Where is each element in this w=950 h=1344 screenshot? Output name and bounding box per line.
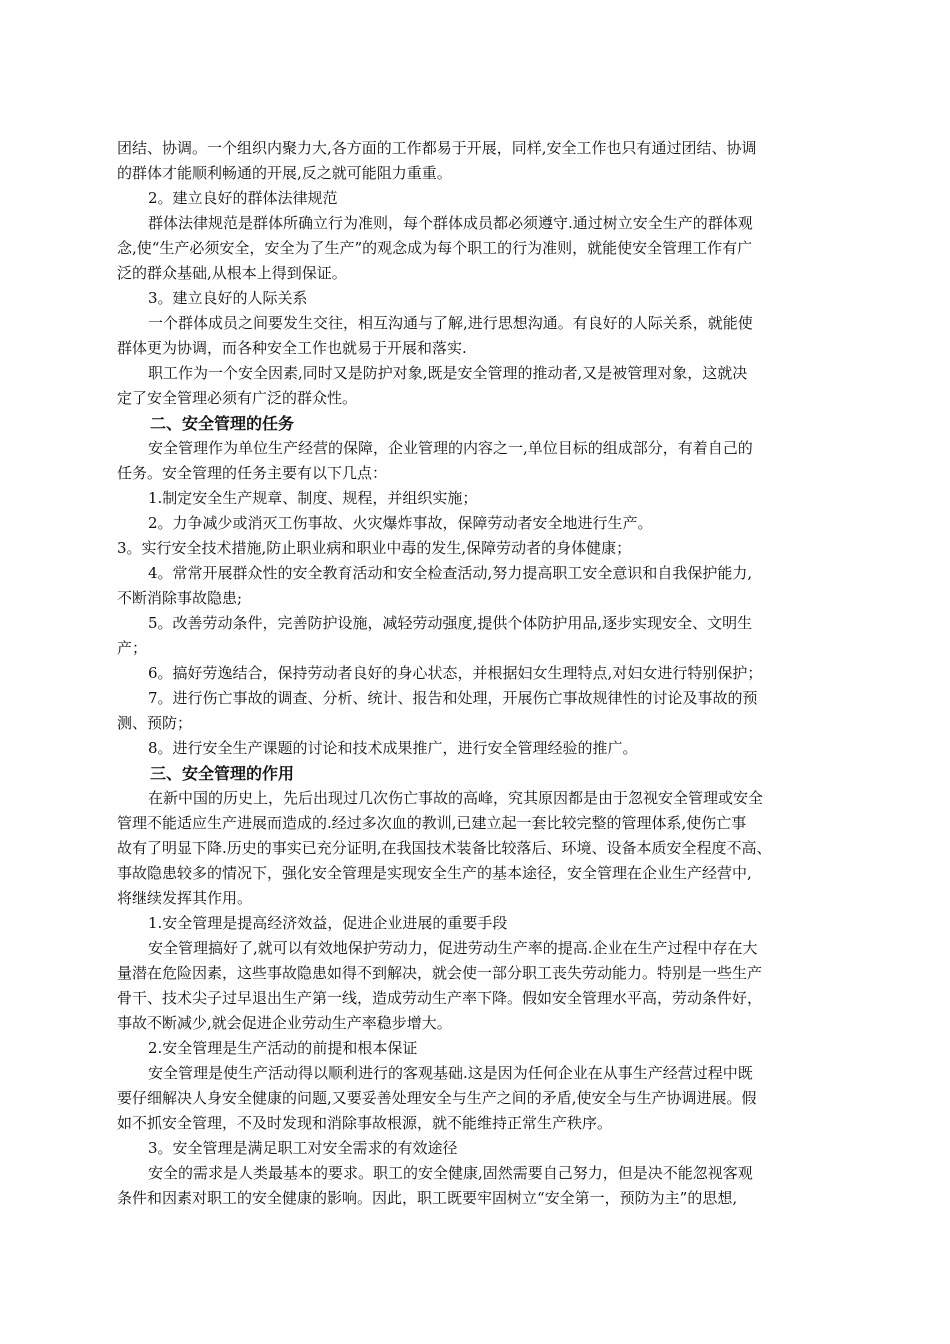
section-heading: 三、安全管理的作用 bbox=[150, 764, 295, 783]
paragraph-line: 将继续发挥其作用。 bbox=[117, 889, 253, 907]
paragraph-line: 安全管理作为单位生产经营的保障，企业管理的内容之一,单位目标的组成部分，有着自己的 bbox=[148, 439, 753, 457]
paragraph-line: 如不抓安全管理，不及时发现和消除事故根源，就不能维持正常生产秩序。 bbox=[117, 1114, 613, 1132]
paragraph-line: 3。实行安全技术措施,防止职业病和职业中毒的发生,保障劳动者的身体健康； bbox=[117, 539, 632, 557]
paragraph-line: 事故隐患较多的情况下，强化安全管理是实现安全生产的基本途径，安全管理在企业生产经营中, bbox=[117, 864, 752, 882]
paragraph-line: 产； bbox=[117, 639, 148, 657]
paragraph-line: 4。常常开展群众性的安全教育活动和安全检查活动,努力提高职工安全意识和自我保护能力, bbox=[148, 564, 753, 582]
paragraph-line: 群体更为协调，而各种安全工作也就易于开展和落实. bbox=[117, 339, 467, 357]
section-heading: 二、安全管理的任务 bbox=[150, 414, 295, 433]
paragraph-line: 任务。安全管理的任务主要有以下几点： bbox=[117, 464, 388, 482]
paragraph-line: 泛的群众基础,从根本上得到保证。 bbox=[117, 264, 347, 282]
paragraph-line: 不断消除事故隐患; bbox=[117, 589, 243, 607]
paragraph-line: 安全的需求是人类最基本的要求。职工的安全健康,固然需要自己努力，但是决不能忽视客观 bbox=[148, 1164, 753, 1182]
paragraph-line: 职工作为一个安全因素,同时又是防护对象,既是安全管理的推动者,又是被管理对象，这就决 bbox=[148, 364, 748, 382]
paragraph-line: 管理不能适应生产进展而造成的.经过多次血的教训,已建立起一套比较完整的管理体系,使伤亡事 bbox=[117, 814, 747, 832]
paragraph-line: 5。改善劳动条件，完善防护设施，减轻劳动强度,提供个体防护用品,逐步实现安全、文明生 bbox=[148, 614, 753, 632]
paragraph-line: 2。建立良好的群体法律规范 bbox=[148, 189, 338, 207]
paragraph-line: 骨干、技术尖子过早退出生产第一线，造成劳动生产率下降。假如安全管理水平高，劳动条件好， bbox=[117, 989, 763, 1007]
paragraph-line: 7。进行伤亡事故的调查、分析、统计、报告和处理，开展伤亡事故规律性的讨论及事故的预 bbox=[148, 689, 758, 707]
paragraph-line: 故有了明显下降.历史的事实已充分证明,在我国技术装备比较落后、环境、设备本质安全程度不高、 bbox=[117, 839, 772, 857]
paragraph-line: 定了安全管理必须有广泛的群众性。 bbox=[117, 389, 358, 407]
paragraph-line: 8。进行安全生产课题的讨论和技术成果推广，进行安全管理经验的推广。 bbox=[148, 739, 638, 757]
paragraph-line: 群体法律规范是群体所确立行为准则，每个群体成员都必须遵守.通过树立安全生产的群体观 bbox=[148, 214, 753, 232]
paragraph-line: 2。力争减少或消灭工伤事故、火灾爆炸事故，保障劳动者安全地进行生产。 bbox=[148, 514, 653, 532]
paragraph-line: 量潜在危险因素，这些事故隐患如得不到解决，就会使一部分职工丧失劳动能力。特别是一些生产 bbox=[117, 964, 763, 982]
paragraph-line: 条件和因素对职工的安全健康的影响。因此，职工既要牢固树立“安全第一，预防为主”的思想, bbox=[117, 1189, 738, 1207]
paragraph-line: 6。搞好劳逸结合，保持劳动者良好的身心状态，并根据妇女生理特点,对妇女进行特别保护； bbox=[148, 664, 763, 682]
paragraph-line: 念,使“生产必须安全，安全为了生产”的观念成为每个职工的行为准则，就能使安全管理工作有广 bbox=[117, 239, 753, 257]
paragraph-line: 一个群体成员之间要发生交往，相互沟通与了解,进行思想沟通。有良好的人际关系，就能使 bbox=[148, 314, 753, 332]
paragraph-line: 测、预防； bbox=[117, 714, 193, 732]
paragraph-line: 安全管理是使生产活动得以顺利进行的客观基础.这是因为任何企业在从事生产经营过程中既 bbox=[148, 1064, 753, 1082]
paragraph-line: 团结、协调。一个组织内聚力大,各方面的工作都易于开展，同样,安全工作也只有通过团结、协调 bbox=[117, 139, 757, 157]
paragraph-line: 要仔细解决人身安全健康的问题,又要妥善处理安全与生产之间的矛盾,使安全与生产协调进展。假 bbox=[117, 1089, 757, 1107]
paragraph-line: 3。建立良好的人际关系 bbox=[148, 289, 308, 307]
paragraph-line: 的群体才能顺利畅通的开展,反之就可能阻力重重。 bbox=[117, 164, 452, 182]
paragraph-line: 事故不断减少,就会促进企业劳动生产率稳步增大。 bbox=[117, 1014, 452, 1032]
paragraph-line: 3。安全管理是满足职工对安全需求的有效途径 bbox=[148, 1139, 458, 1157]
paragraph-line: 1.安全管理是提高经济效益，促进企业进展的重要手段 bbox=[148, 914, 508, 932]
paragraph-line: 在新中国的历史上，先后出现过几次伤亡事故的高峰，究其原因都是由于忽视安全管理或安全 bbox=[148, 789, 764, 807]
paragraph-line: 1.制定安全生产规章、制度、规程，并组织实施； bbox=[148, 489, 478, 507]
paragraph-line: 安全管理搞好了,就可以有效地保护劳动力，促进劳动生产率的提高.企业在生产过程中存在大 bbox=[148, 939, 758, 957]
paragraph-line: 2.安全管理是生产活动的前提和根本保证 bbox=[148, 1039, 418, 1057]
